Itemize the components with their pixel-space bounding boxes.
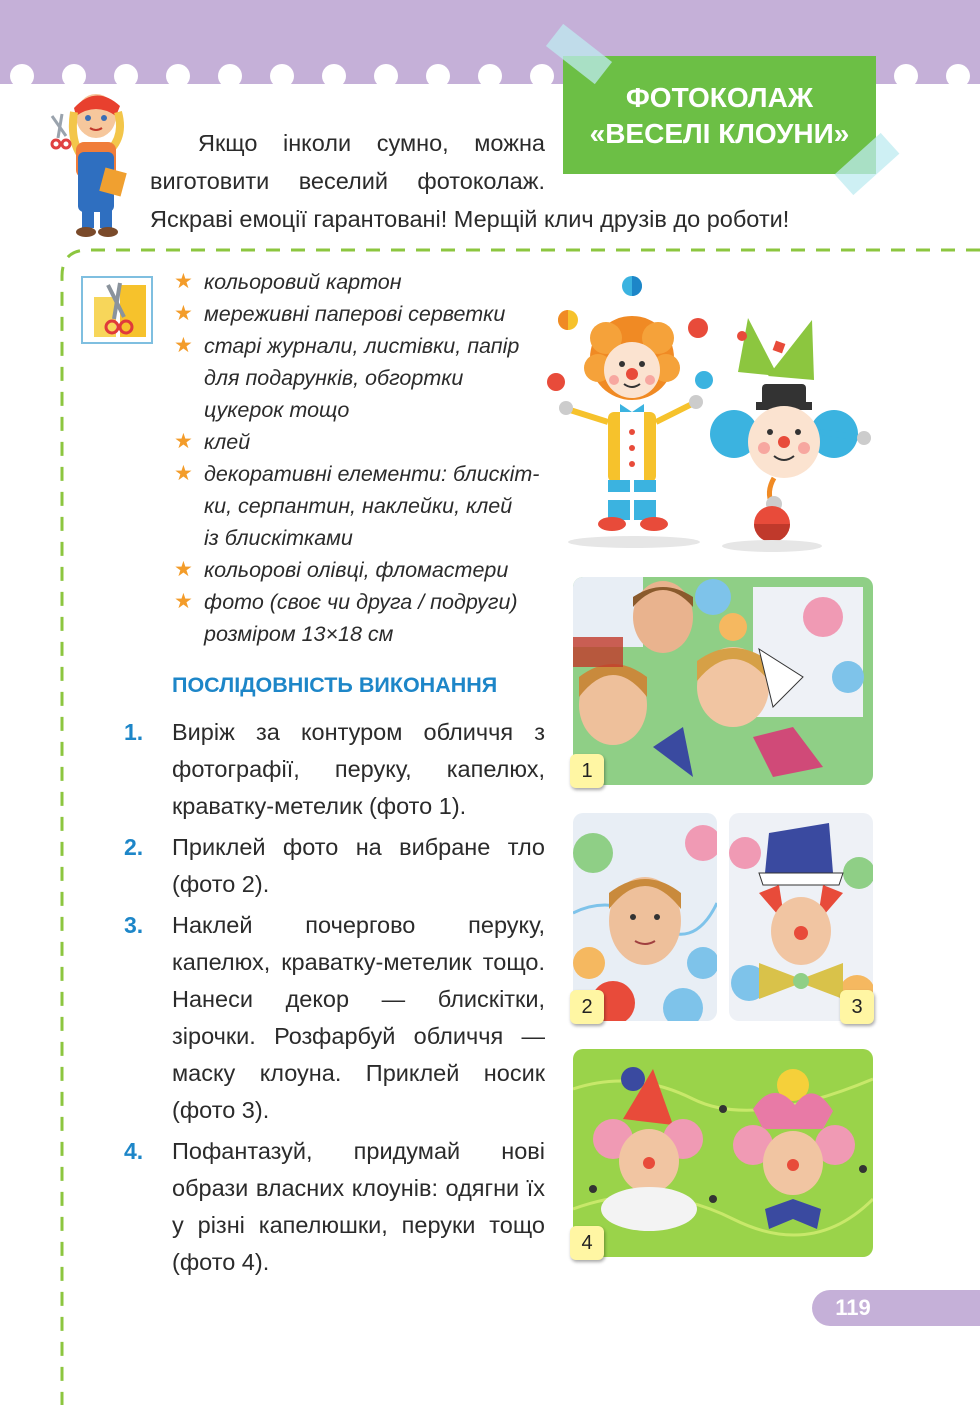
intro-paragraph (150, 124, 840, 238)
star-bullet-icon: ★ (174, 302, 193, 325)
photo-number-badge: 3 (840, 990, 874, 1024)
intro-line: Якщо інколи сумно, можна (198, 130, 545, 156)
step-number: 1. (124, 719, 144, 745)
list-item-continued: для подарунків, обгортки (204, 366, 464, 390)
step-text: Пофантазуй, придумай нові образи власних клоунів: одягни їх у різні капелюшки, перуки тощо (фото 4). (172, 1138, 545, 1275)
star-bullet-icon: ★ (174, 270, 193, 293)
intro-line: Яскраві емоції гарантовані! Мерщій клич друзів до роботи! (150, 206, 790, 232)
materials-list (172, 266, 544, 650)
step-text: Приклей фото на вибране тло (фото 2). (172, 834, 545, 897)
list-item: ★ кольоровий картон (172, 266, 544, 298)
step-item (124, 1133, 545, 1281)
star-bullet-icon: ★ (174, 334, 193, 357)
star-bullet-icon: ★ (174, 558, 193, 581)
list-item: ★ декоративні елементи: блискіт- (172, 458, 544, 490)
title-line-1: ФОТОКОЛАЖ (625, 82, 814, 113)
list-item: ★ мереживні паперові серветки (172, 298, 544, 330)
list-item-continued: ки, серпантин, наклейки, клей (204, 494, 513, 518)
step-text: Наклей почергово перуку, капелюх, краватку-метелик тощо. Нанеси декор — блискітки, зірочки. Розфарбуй обличчя — маску клоуна. Приклей носик (фото 3). (172, 912, 545, 1123)
photo-number-badge: 1 (570, 754, 604, 788)
scissors-tools-icon (80, 275, 154, 345)
list-item: ★ кольорові олівці, фломастери (172, 554, 544, 586)
girl-with-scissors-illustration (46, 88, 138, 238)
star-bullet-icon: ★ (174, 462, 193, 485)
step-item (124, 907, 545, 1129)
list-item: ★ фото (своє чи друга / подруги) (172, 586, 544, 618)
page-number-tab (812, 1290, 980, 1326)
photo-number-badge: 2 (570, 990, 604, 1024)
list-item-continued: цукерок тощо (204, 398, 350, 422)
star-bullet-icon: ★ (174, 590, 193, 613)
intro-line: виготовити веселий фотоколаж. (150, 168, 545, 194)
step-number: 4. (124, 1138, 144, 1164)
star-bullet-icon: ★ (174, 430, 193, 453)
step-text: Виріж за контуром обличчя з фотографії, перуку, капелюх, краватку-метелик (фото 1). (172, 719, 545, 819)
page-number: 119 (835, 1295, 871, 1320)
step-item (124, 829, 545, 903)
step-number: 3. (124, 912, 144, 938)
photo-number-badge: 4 (570, 1226, 604, 1260)
list-item-continued: із блискітками (204, 526, 353, 550)
list-item: ★ старі журнали, листівки, папір (172, 330, 544, 362)
collage-photo-1 (573, 577, 873, 785)
collage-photo-4 (573, 1049, 873, 1257)
juggling-clowns-illustration (542, 272, 880, 557)
title-line-2: «ВЕСЕЛІ КЛОУНИ» (589, 118, 850, 149)
list-item-continued: розміром 13×18 см (204, 622, 394, 646)
steps-title: ПОСЛІДОВНІСТЬ ВИКОНАННЯ (172, 673, 498, 697)
steps-list (124, 714, 545, 1285)
step-item (124, 714, 545, 825)
step-number: 2. (124, 834, 144, 860)
list-item: ★ клей (172, 426, 544, 458)
